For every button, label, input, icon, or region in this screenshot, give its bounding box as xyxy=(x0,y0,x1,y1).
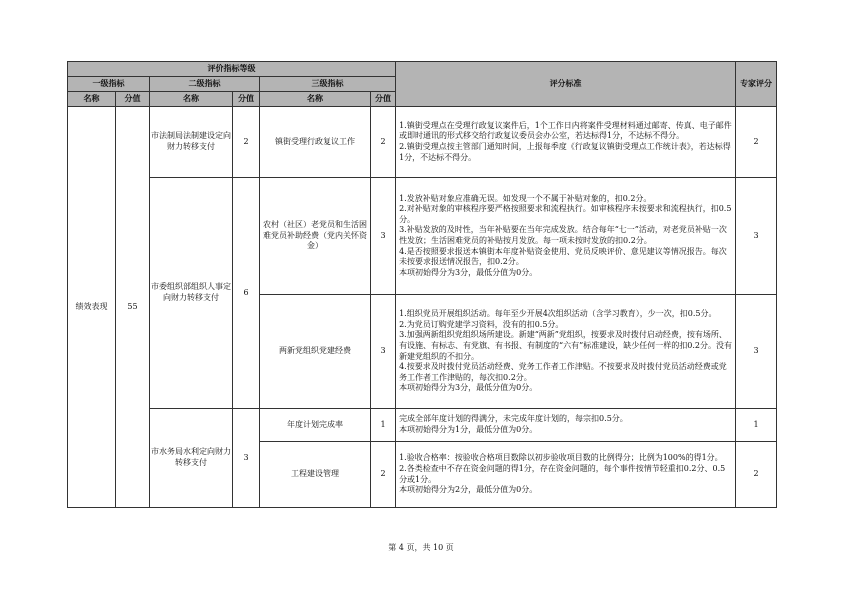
header-l3-score: 分值 xyxy=(371,92,396,107)
header-level1: 一级指标 xyxy=(68,77,150,92)
level3-score: 2 xyxy=(371,107,396,178)
level2-name: 市委组织部组织人事定向财力转移支付 xyxy=(150,178,233,409)
header-l1-name: 名称 xyxy=(68,92,116,107)
expert-score: 3 xyxy=(736,295,777,409)
level2-score: 6 xyxy=(233,178,260,409)
header-l3-name: 名称 xyxy=(260,92,371,107)
criteria-cell: 1.组织党员开展组织活动。每年至少开展4次组织活动（含学习教育），少一次，扣0.5分。 2.为党员订购党建学习资料，没有的扣0.5分。 3.加强两新组织党组织场所建设。新建“两新”党组织，按要求及时拨付启动经费，按有场所、有设施、有标志、有党旗、有书报、有制度的“六有”标准建设，缺少任何一样的扣0.2分。没有新建党组织的不扣分。 4.按要求及时拨付党员活动经费、党务工作者工作津贴。不按要求及时拨付党员活动经费或党务工作者工作津贴的，每次扣0.2分。 本项初始得分为3分，最低分值为0分。 xyxy=(396,295,736,409)
level3-name: 年度计划完成率 xyxy=(260,409,371,442)
criteria-cell: 1.验收合格率：按验收合格项目数除以初步验收项目数的比例得分；比例为100%的得1分。 2.各类检查中不存在资金问题的得1分，存在资金问题的，每个事件按情节轻重扣0.2分、0.5分或1分。 本项初始得分为2分，最低分值为0分。 xyxy=(396,442,736,508)
header-expert: 专家评分 xyxy=(736,62,777,107)
criteria-cell: 1.镇街受理点在受理行政复议案件后，1个工作日内将案件受理材料通过邮寄、传真、电子邮件或即时通讯的形式移交给行政复议委员会办公室，若达标得1分，不达标不得分。 2.镇街受理点按主管部门通知时间，上报每季度《行政复议镇街受理点工作统计表》，若达标得1分，不达标不得分。 xyxy=(396,107,736,178)
expert-score: 3 xyxy=(736,178,777,295)
level1-score: 55 xyxy=(116,107,150,508)
criteria-cell: 1.发放补贴对象应准确无误。如发现一个不属于补贴对象的，扣0.2分。 2.对补贴对象的审核程序要严格按照要求和流程执行。如审核程序未按要求和流程执行，扣0.5分。 3.补贴发放的及时性，当年补贴要在当年完成发放。结合每年“七一”活动，对老党员补贴一次性发放；生活困难党员的补贴按月发放。每一项未按时发放的扣0.2分。 4.是否按照要求报送本镇街本年度补贴资金使用、党员反映评价、意见建议等情况报告。每次未按要求报送情况报告，扣0.2分。 本项初始得分为3分，最低分值为0分。 xyxy=(396,178,736,295)
table-row xyxy=(68,178,777,295)
page-footer: 第 4 页，共 10 页 xyxy=(388,543,454,552)
evaluation-table xyxy=(67,61,777,508)
level3-name: 农村（社区）老党员和生活困难党员补助经费（党内关怀资金） xyxy=(260,178,371,295)
level2-score: 3 xyxy=(233,409,260,508)
table-row xyxy=(68,107,777,178)
header-l1-score: 分值 xyxy=(116,92,150,107)
expert-score: 1 xyxy=(736,409,777,442)
expert-score: 2 xyxy=(736,442,777,508)
header-level2: 二级指标 xyxy=(150,77,260,92)
level3-name: 工程建设管理 xyxy=(260,442,371,508)
header-level3: 三级指标 xyxy=(260,77,396,92)
level2-name: 市法制局法制建设定向财力转移支付 xyxy=(150,107,233,178)
level2-score: 2 xyxy=(233,107,260,178)
level3-score: 3 xyxy=(371,295,396,409)
level2-name: 市水务局水利定向财力转移支付 xyxy=(150,409,233,508)
header-criteria: 评分标准 xyxy=(396,62,736,107)
criteria-cell: 完成全部年度计划的得满分，未完成年度计划的，每宗扣0.5分。 本项初始得分为1分，最低分值为0分。 xyxy=(396,409,736,442)
level3-score: 1 xyxy=(371,409,396,442)
header-l2-name: 名称 xyxy=(150,92,233,107)
table-row xyxy=(68,409,777,442)
header-title: 评价指标等级 xyxy=(68,62,396,77)
level3-score: 3 xyxy=(371,178,396,295)
level1-name: 绩效表现 xyxy=(68,107,116,508)
level3-name: 两新党组织党建经费 xyxy=(260,295,371,409)
level3-score: 2 xyxy=(371,442,396,508)
expert-score: 2 xyxy=(736,107,777,178)
level3-name: 镇街受理行政复议工作 xyxy=(260,107,371,178)
header-l2-score: 分值 xyxy=(233,92,260,107)
